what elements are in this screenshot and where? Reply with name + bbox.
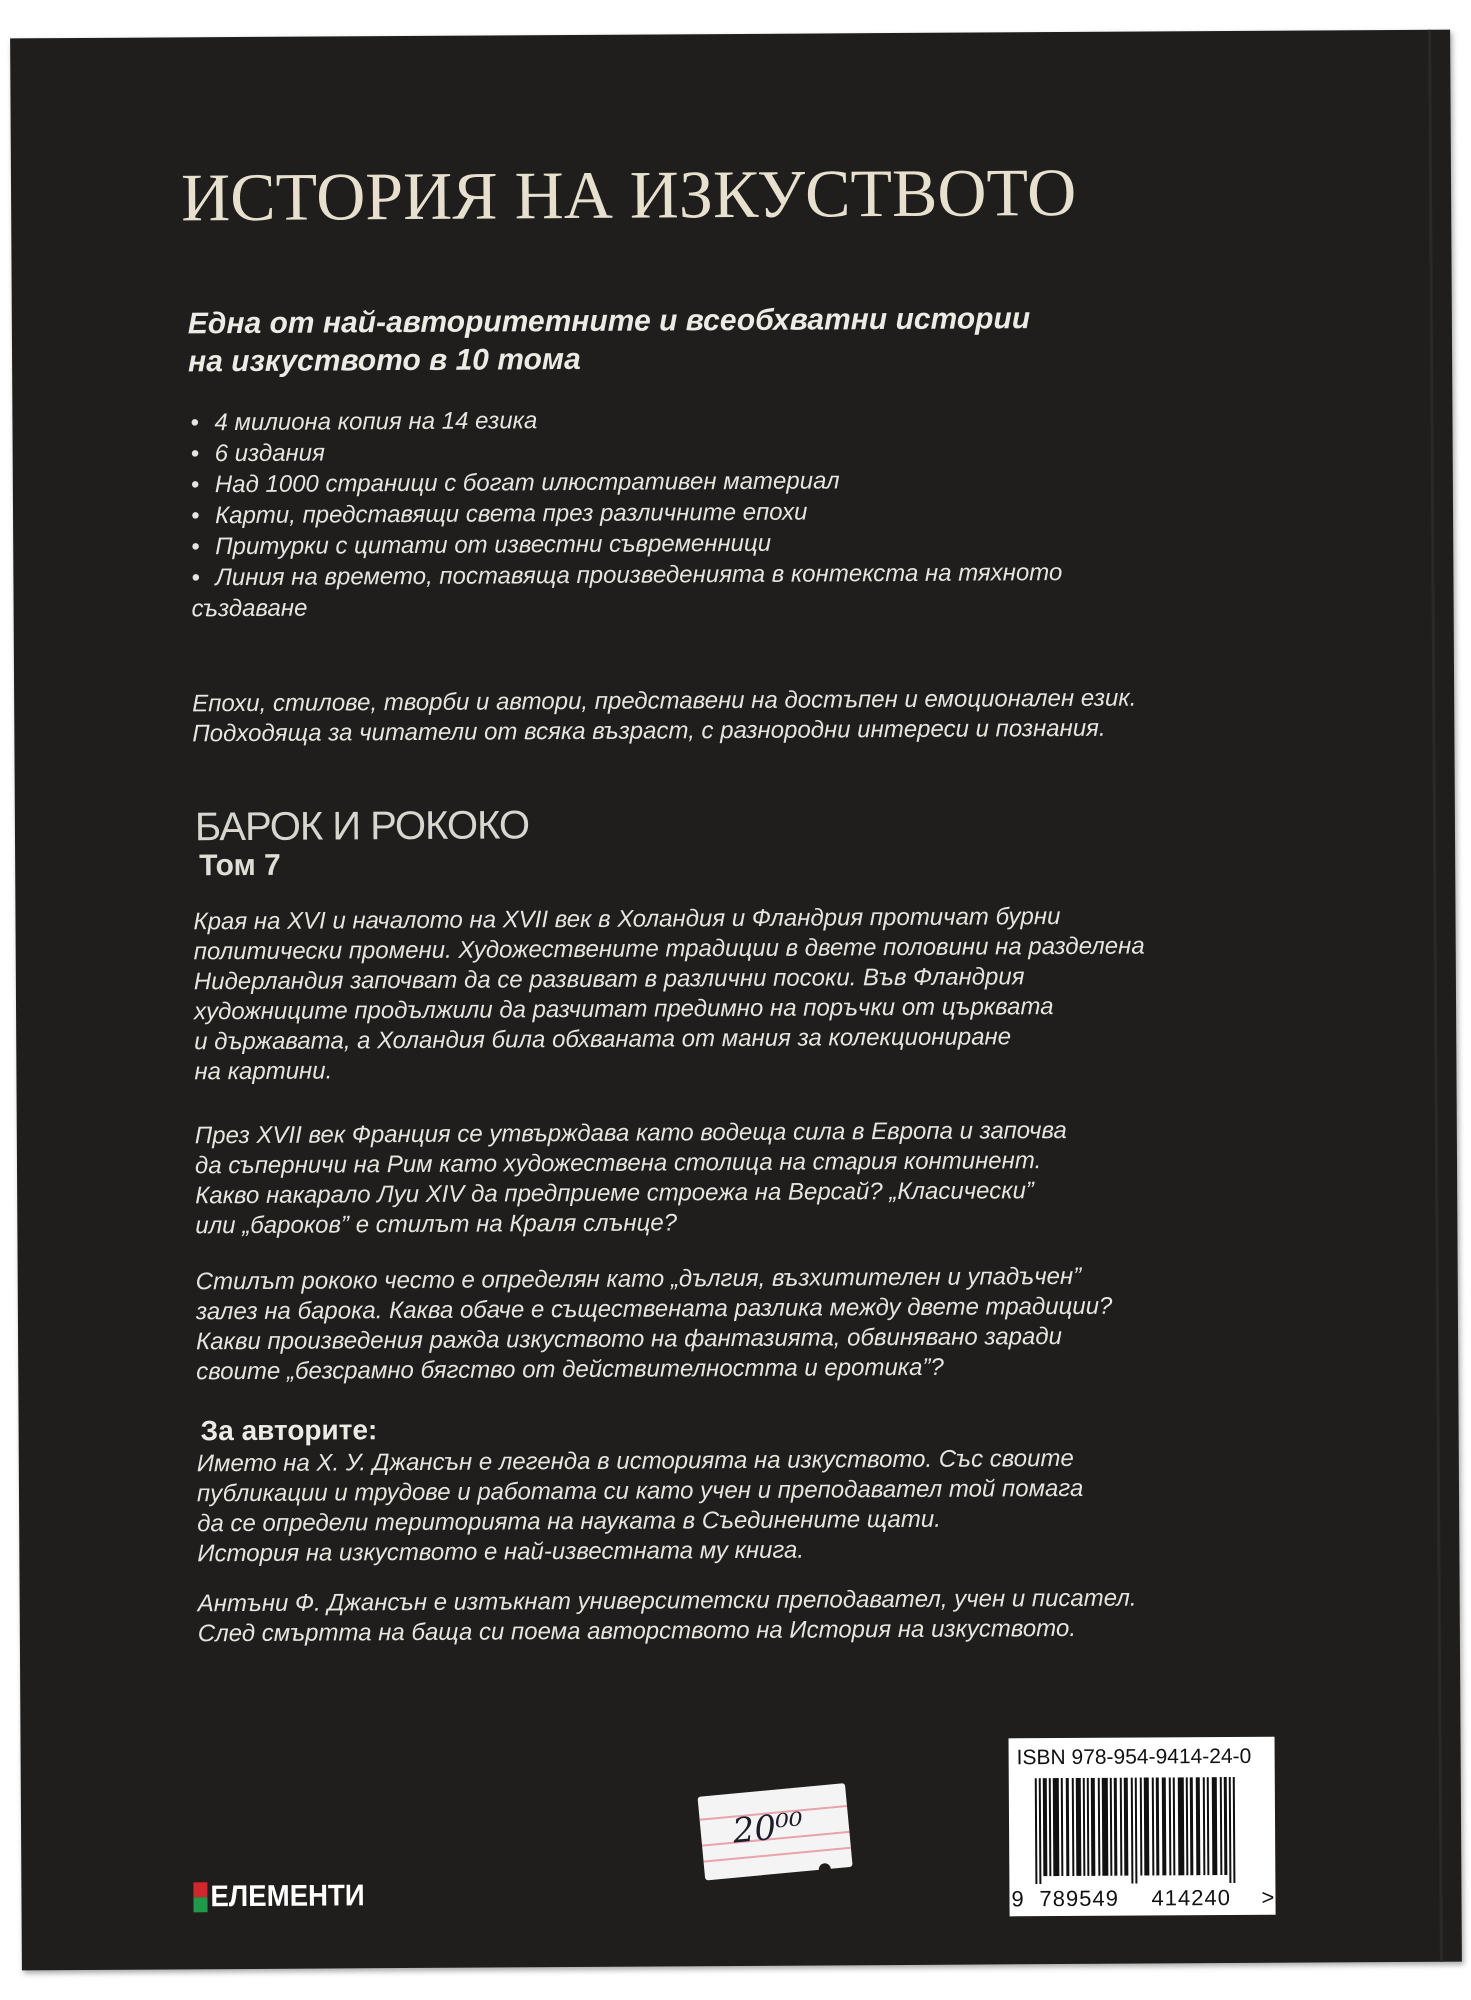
publisher-mark-icon: [193, 1882, 207, 1912]
series-title: ИСТОРИЯ НА ИЗКУСТВОТО: [180, 153, 1077, 236]
authors-paragraph-2: Антъни Ф. Джансън е изтъкнат университетски преподавател, учен и писател. След смъртта на баща си поема авторството на История на изкуството.: [197, 1584, 1137, 1648]
list-item: • 4 милиона копия на 14 езика: [190, 407, 538, 437]
list-item: • Карти, представящи света през различните епохи: [190, 498, 808, 530]
intro-paragraph: Епохи, стилове, творби и автори, представени на достъпен и емоционален език. Подходяща за читатели от всяка възраст, с разнородни интереси и познания.: [192, 684, 1137, 748]
description-paragraph-3: Стилът рококо често е определян като „дългия, възхитителен и упадъчен” залез на барока. Каква обаче е съществената разлика между двете традиции? Какви произведения ражда изкуството на фантазията, обвинявано заради своите „безсрамно бягство от действителността и еротика”?: [195, 1262, 1113, 1386]
lead-text: [188, 300, 1138, 382]
volume-number: Том 7: [199, 848, 281, 883]
list-item: • Линия на времето, поставяща произведенията в контекста на тяхното: [191, 558, 1063, 592]
lead-line: на изкуството в 10 тома: [187, 342, 581, 379]
list-item: • 6 издания: [190, 439, 325, 468]
isbn-barcode: [1009, 1737, 1276, 1917]
bullet-icon: •: [191, 533, 200, 561]
spine-crease: [1428, 30, 1443, 1962]
feature-list: [190, 401, 1151, 624]
lead-line: Една от най-авторитетните и всеобхватни истории: [187, 302, 1031, 341]
bullet-icon: •: [190, 440, 200, 468]
isbn-label: ISBN 978-954-9414-24-0: [1016, 1744, 1252, 1770]
publisher-logo: [193, 1878, 378, 1915]
price-sticker: [697, 1783, 852, 1880]
publisher-name: ЕЛЕМЕНТИ: [210, 1879, 365, 1914]
bullet-icon: •: [190, 502, 200, 530]
description-paragraph-2: През XVII век Франция се утвърждава като водеща сила в Европа и започва да съперничи на Рим като художествена столица на стария континент. Какво накарало Луи XIV да предприеме строежа на Версай? „Класически” или „бароков” е стилът на Краля слънце?: [194, 1116, 1067, 1240]
bullet-icon: •: [191, 564, 200, 592]
description-paragraph-1: Края на XVI и началото на XVII век в Холандия и Фландрия протичат бурни политически промени. Художествените традиции в двете половини на разделена Нидерландия започват да се развиват в различни посоки. Във Фландрия художниците продължили да разчитат предимно на поръчки от църквата и държавата, а Холандия била обхваната от мания за колекциониране на картини.: [193, 903, 1145, 1086]
volume-title: БАРОК И РОКОКО: [194, 803, 530, 850]
barcode-digits: 9 789549 414240 >: [1011, 1884, 1275, 1912]
authors-paragraph-1: Името на Х. У. Джансън е легенда в историята на изкуството. Със своите публикации и трудове и работата си като учен и преподавател той помага да се определи територията на науката в Съединените щати. История на изкуството е най-известната му книга.: [196, 1444, 1084, 1568]
price-handwritten: 20⁰⁰: [731, 1805, 805, 1852]
barcode-bars: [1015, 1777, 1270, 1885]
authors-heading: За авторите:: [200, 1414, 378, 1447]
list-item: • Над 1000 страници с богат илюстративен материал: [190, 467, 840, 499]
bullet-icon: •: [190, 471, 200, 499]
list-item: • Притурки с цитати от известни съвременници: [191, 529, 772, 561]
bullet-icon: •: [190, 409, 199, 437]
book-back-cover: [10, 30, 1462, 1971]
list-item-continuation: създаване: [191, 594, 308, 623]
